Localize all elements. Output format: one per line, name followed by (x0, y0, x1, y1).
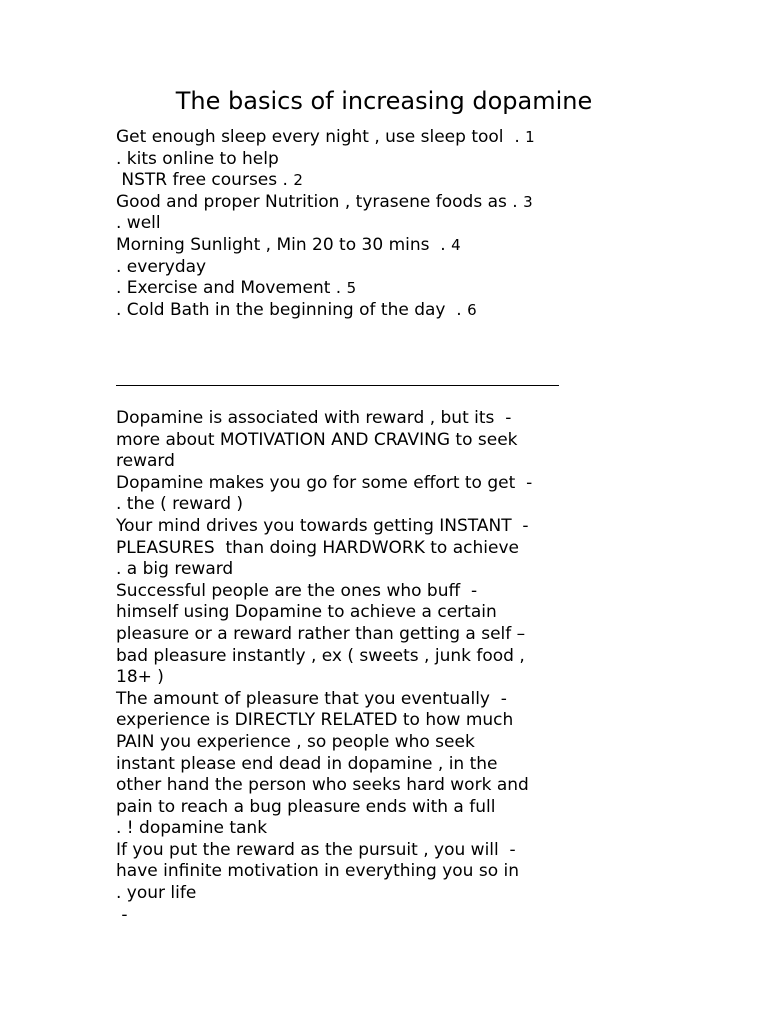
horizontal-divider (116, 385, 559, 386)
list-item-text: . Exercise and Movement . (116, 278, 347, 299)
list-item (116, 149, 576, 171)
text-line: more about MOTIVATION AND CRAVING to seek (116, 429, 518, 450)
text-line: Dopamine makes you go for some effort to get - (116, 472, 533, 493)
list-item (116, 192, 576, 214)
text-line: PLEASURES than doing HARDWORK to achieve (116, 537, 519, 558)
list-item-number: 2 (293, 171, 303, 190)
list-item-text: Morning Sunlight , Min 20 to 30 mins . (116, 234, 452, 255)
text-line: 18+ ) (116, 667, 164, 688)
text-line: instant please end dead in dopamine , in the (116, 753, 498, 774)
list-item-text: . kits online to help (116, 148, 279, 169)
list-item-text: . Cold Bath in the beginning of the day . (116, 299, 468, 320)
text-line: PAIN you experience , so people who seek (116, 731, 475, 752)
notes-section (116, 408, 576, 926)
text-line: If you put the reward as the pursuit , you will - (116, 839, 516, 860)
list-item-text: Good and proper Nutrition , tyrasene foods as . (116, 191, 524, 212)
text-line: . the ( reward ) (116, 494, 244, 515)
list-item-text: Get enough sleep every night , use sleep tool . (116, 127, 526, 147)
list-item (116, 257, 576, 279)
text-line: experience is DIRECTLY RELATED to how much (116, 710, 514, 731)
tips-list (116, 127, 576, 321)
list-item (116, 170, 576, 192)
list-item-number: 3 (523, 192, 533, 211)
list-item (116, 213, 576, 235)
list-item-number: 6 (467, 300, 477, 319)
list-item (116, 278, 576, 300)
text-line: pain to reach a bug pleasure ends with a full (116, 796, 496, 817)
list-item (116, 300, 576, 322)
list-item-number: 5 (346, 279, 357, 298)
text-line: Successful people are the ones who buff - (116, 580, 478, 601)
text-line: pleasure or a reward rather than getting a self – (116, 623, 526, 644)
text-line: - (116, 904, 128, 925)
text-line: bad pleasure instantly , ex ( sweets , junk food , (116, 645, 525, 666)
text-line: have infinite motivation in everything you so in (116, 861, 520, 882)
text-line: himself using Dopamine to achieve a certain (116, 602, 497, 623)
list-item-text: . well (116, 213, 161, 234)
text-line: The amount of pleasure that you eventually - (116, 688, 507, 709)
text-line: other hand the person who seeks hard work and (116, 775, 529, 796)
list-item-number: 1 (525, 128, 535, 146)
text-line: . ! dopamine tank (116, 818, 268, 839)
list-item (116, 235, 576, 257)
text-line: reward (116, 451, 175, 472)
text-line: Your mind drives you towards getting INSTANT - (116, 515, 529, 536)
page-title: The basics of increasing dopamine (175, 87, 593, 115)
list-item-text: . everyday (116, 256, 207, 277)
text-line: . your life (116, 883, 197, 904)
list-item-number: 4 (451, 235, 461, 254)
text-line: Dopamine is associated with reward , but its - (116, 408, 512, 428)
text-line: . a big reward (116, 559, 234, 580)
list-item (116, 127, 576, 149)
list-item-text: NSTR free courses . (116, 170, 294, 191)
